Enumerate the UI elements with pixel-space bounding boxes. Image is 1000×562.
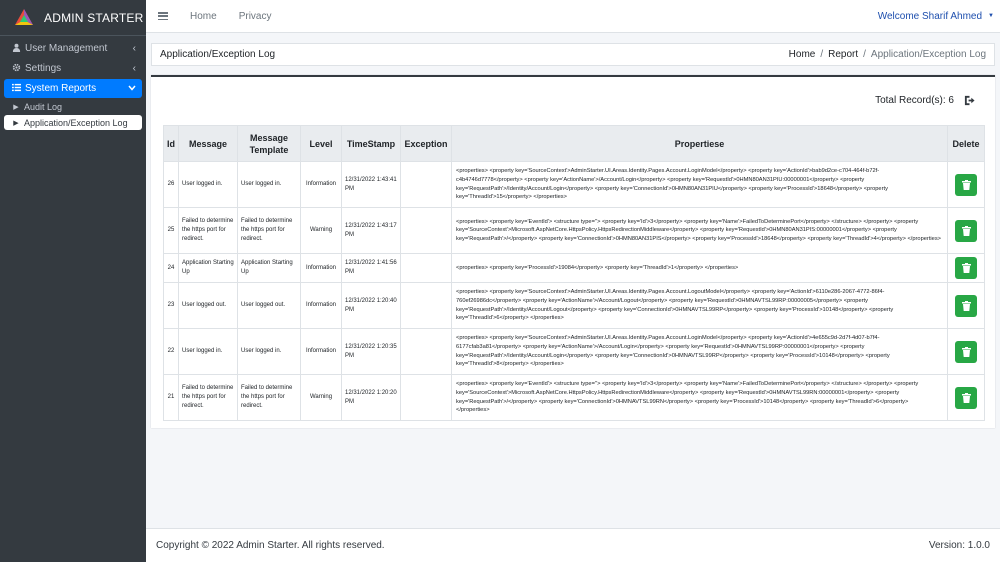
cell-exception — [401, 208, 452, 254]
cell-delete — [948, 283, 985, 329]
nav-link-privacy[interactable]: Privacy — [238, 10, 272, 22]
trash-icon — [962, 180, 971, 190]
chevron-down-icon — [128, 83, 136, 94]
trash-icon — [962, 393, 971, 403]
sidebar-subitem-label: Audit Log — [24, 101, 63, 112]
delete-button[interactable] — [955, 341, 977, 363]
delete-button[interactable] — [955, 220, 977, 242]
trash-icon — [962, 347, 971, 357]
records-summary — [875, 95, 975, 106]
cell-delete — [948, 208, 985, 254]
cell-exception — [401, 329, 452, 375]
chevron-left-icon: ‹ — [132, 43, 136, 54]
cell-id: 22 — [164, 329, 179, 375]
cell-properties: <properties> <property key='SourceContext'>AdminStarter.UI.Areas.Identity.Pages.Account.LogoutModel</property> <property key='ActionId'>6110e286-2067-4772-86f4-760ef26986dc</property> <property key='ActionName'>/Account/Logout</property> <property key='RequestId'>0HMNAVTSL99RP:00000005</property> <property key='RequestPath'>/Identity/Account/Logout</property> <property key='ConnectionId'>0HMNAVTSL99RP</property> <property key='ProcessId'>10148</property> <property key='ThreadId'>6</property> </properties> — [452, 283, 948, 329]
chevron-left-icon: ‹ — [132, 63, 136, 74]
cell-timestamp: 12/31/2022 1:20:20 PM — [342, 375, 401, 421]
column-header-message-template: Message Template — [238, 126, 301, 162]
table-row — [164, 208, 985, 254]
table-row — [164, 329, 985, 375]
breadcrumb — [789, 49, 986, 60]
sidebar-subitem-label: Application/Exception Log — [24, 117, 128, 128]
cell-message: User logged out. — [179, 283, 238, 329]
sidebar-subitem-application-exception-log[interactable] — [4, 115, 142, 130]
cell-timestamp: 12/31/2022 1:43:17 PM — [342, 208, 401, 254]
sidebar-item-label: Settings — [25, 63, 62, 74]
list-icon — [10, 83, 22, 94]
trash-icon — [962, 226, 971, 236]
trash-icon — [962, 301, 971, 311]
cell-timestamp: 12/31/2022 1:43:41 PM — [342, 162, 401, 208]
cell-template: Application Starting Up — [238, 254, 301, 283]
user-icon — [10, 43, 22, 54]
cell-properties: <properties> <property key='SourceContext'>AdminStarter.UI.Areas.Identity.Pages.Account.LoginModel</property> <property key='ActionId'>4e655c9d-2d7f-4d07-b7f4-6177cfab3a81</property> <property key='ActionName'>/Account/Login</property> <property key='RequestId'>0HMNAVTSL99RP:00000001</property> <property key='RequestPath'>/Identity/Account/Login</property> <property key='ConnectionId'>0HMNAVTSL99RP</property> <property key='ProcessId'>10148</property> <property key='ThreadId'>8</property> </properties> — [452, 329, 948, 375]
cell-message: User logged in. — [179, 162, 238, 208]
cell-timestamp: 12/31/2022 1:20:35 PM — [342, 329, 401, 375]
sidebar-item-settings[interactable] — [4, 59, 142, 78]
sidebar-item-system-reports[interactable] — [4, 79, 142, 98]
cell-template: Failed to determine the https port for redirect. — [238, 375, 301, 421]
cell-template: Failed to determine the https port for redirect. — [238, 208, 301, 254]
cell-level: Warning — [301, 208, 342, 254]
cell-delete — [948, 375, 985, 421]
cell-properties: <properties> <property key='EventId'> <structure type=''> <property key='Id'>3</property> <property key='Name'>FailedToDeterminePort</property> </structure> </property> <property key='SourceContext'>Microsoft.AspNetCore.HttpsPolicy.HttpsRedirectionMiddleware</property> <property key='RequestId'>0HMN80AN31PIS:00000001</property> <property key='RequestPath'>/</property> <property key='ConnectionId'>0HMN80AN31PIS</property> <property key='ProcessId'>18648</property> <property key='ThreadId'>4</property> </properties> — [452, 208, 948, 254]
cell-exception — [401, 375, 452, 421]
hamburger-menu-icon[interactable] — [158, 12, 168, 20]
cell-delete — [948, 162, 985, 208]
table-row — [164, 283, 985, 329]
content-header — [151, 43, 995, 66]
breadcrumb-report[interactable]: Report — [828, 49, 859, 60]
delete-button[interactable] — [955, 387, 977, 409]
cell-template: User logged in. — [238, 162, 301, 208]
log-table — [163, 125, 985, 421]
total-records-label: Total Record(s): 6 — [875, 95, 954, 106]
user-menu[interactable]: Welcome Sharif Ahmed — [877, 10, 983, 22]
column-header-delete: Delete — [948, 126, 985, 162]
breadcrumb-separator: / — [820, 49, 824, 60]
cell-id: 26 — [164, 162, 179, 208]
sidebar-item-label: User Management — [25, 43, 108, 54]
cell-timestamp: 12/31/2022 1:41:56 PM — [342, 254, 401, 283]
cell-template: User logged in. — [238, 329, 301, 375]
trash-icon — [962, 263, 971, 273]
log-card — [151, 75, 995, 428]
export-icon[interactable] — [964, 95, 975, 106]
sidebar — [0, 0, 146, 562]
top-navbar — [146, 0, 1000, 33]
cell-id: 23 — [164, 283, 179, 329]
cell-exception — [401, 254, 452, 283]
table-row — [164, 162, 985, 208]
column-header-message: Message — [179, 126, 238, 162]
cell-exception — [401, 283, 452, 329]
cell-message: Failed to determine the https port for redirect. — [179, 375, 238, 421]
page-title: Application/Exception Log — [160, 49, 276, 60]
caret-right-icon: ▶ — [13, 119, 19, 127]
cell-exception — [401, 162, 452, 208]
version-text: Version: 1.0.0 — [928, 540, 990, 551]
cell-message: Application Starting Up — [179, 254, 238, 283]
footer — [146, 528, 1000, 562]
breadcrumb-separator: / — [863, 49, 866, 60]
brand-name: ADMIN STARTER — [44, 10, 144, 25]
column-header-id: Id — [164, 126, 179, 162]
sidebar-subitem-audit-log[interactable] — [4, 99, 142, 114]
cell-level: Information — [301, 254, 342, 283]
cell-template: User logged out. — [238, 283, 301, 329]
cell-properties: <properties> <property key='EventId'> <structure type=''> <property key='Id'>3</property> <property key='Name'>FailedToDeterminePort</property> </structure> </property> <property key='SourceContext'>Microsoft.AspNetCore.HttpsPolicy.HttpsRedirectionMiddleware</property> <property key='RequestId'>0HMNAVTSL99RN:00000001</property> <property key='RequestPath'>/</property> <property key='ConnectionId'>0HMNAVTSL99RN</property> <property key='ProcessId'>10148</property> <property key='ThreadId'>6</property> </properties> — [452, 375, 948, 421]
brand[interactable] — [0, 0, 146, 36]
table-row — [164, 254, 985, 283]
cell-timestamp: 12/31/2022 1:20:40 PM — [342, 283, 401, 329]
cell-id: 25 — [164, 208, 179, 254]
cell-delete — [948, 254, 985, 283]
nav-link-home[interactable]: Home — [190, 10, 217, 22]
sidebar-item-label: System Reports — [25, 83, 97, 94]
brand-logo-icon — [14, 8, 34, 28]
table-header-row — [164, 126, 985, 162]
column-header-properties: Propertiese — [452, 126, 948, 162]
cell-properties: <properties> <property key='ProcessId'>19084</property> <property key='ThreadId'>1</property> </properties> — [452, 254, 948, 283]
breadcrumb-current: Application/Exception Log — [870, 49, 986, 60]
breadcrumb-home[interactable]: Home — [788, 49, 816, 60]
delete-button[interactable] — [955, 174, 977, 196]
cell-delete — [948, 329, 985, 375]
delete-button[interactable] — [955, 257, 977, 279]
column-header-exception: Exception — [401, 126, 452, 162]
cell-id: 21 — [164, 375, 179, 421]
cell-level: Information — [301, 329, 342, 375]
cell-level: Warning — [301, 375, 342, 421]
caret-right-icon: ▶ — [13, 103, 19, 111]
column-header-timestamp: TimeStamp — [342, 126, 401, 162]
cell-level: Information — [301, 162, 342, 208]
sidebar-nav — [0, 36, 146, 134]
cell-id: 24 — [164, 254, 179, 283]
copyright-text: Copyright © 2022 Admin Starter. All rights reserved. — [156, 540, 385, 551]
gear-icon — [10, 63, 22, 74]
cell-message: User logged in. — [179, 329, 238, 375]
cell-properties: <properties> <property key='SourceContext'>AdminStarter.UI.Areas.Identity.Pages.Account.LoginModel</property> <property key='ActionId'>bab9d2ce-c704-464f-b72f-c4b4746d7778</property> <property key='ActionName'>/Account/Login</property> <property key='RequestId'>0HMN80AN31PIU:00000001</property> <property key='RequestPath'>/Identity/Account/Login</property> <property key='ConnectionId'>0HMN80AN31PIU</property> <property key='ProcessId'>18648</property> <property key='ThreadId'>15</property> </properties> — [452, 162, 948, 208]
caret-down-icon[interactable]: ▼ — [988, 13, 994, 19]
column-header-level: Level — [301, 126, 342, 162]
sidebar-item-user-management[interactable] — [4, 39, 142, 58]
cell-message: Failed to determine the https port for redirect. — [179, 208, 238, 254]
delete-button[interactable] — [955, 295, 977, 317]
table-row — [164, 375, 985, 421]
cell-level: Information — [301, 283, 342, 329]
